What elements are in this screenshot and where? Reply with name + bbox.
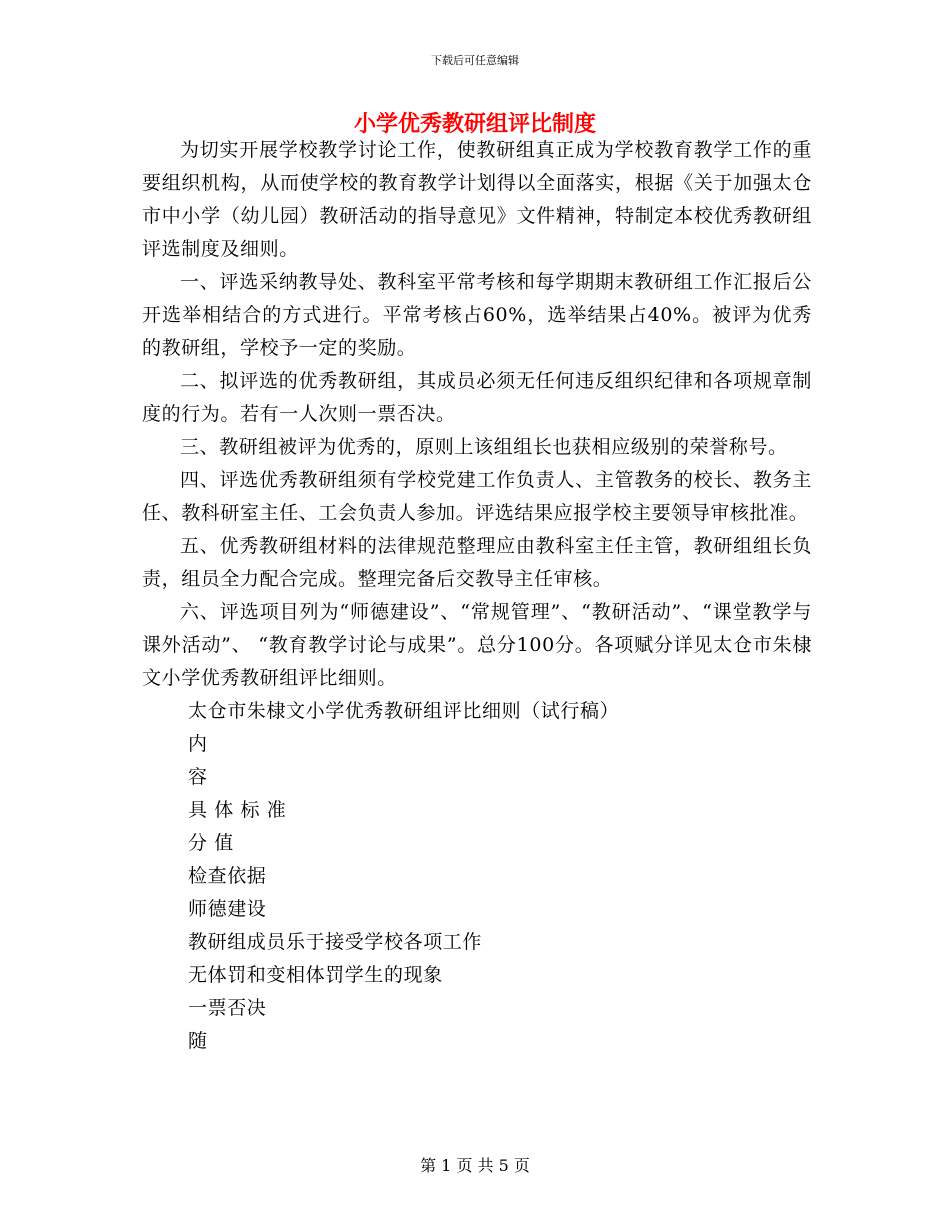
table-basis-partial: 随 [188,1030,208,1052]
table-score-veto: 一票否决 [188,997,267,1019]
header-note: 下载后可任意编辑 [431,54,519,67]
rule-4-paragraph: 四、评选优秀教研组须有学校党建工作负责人、主管教务的校长、教务主任、教科研室主任、工会负责人参加。评选结果应报学校主要领导审核批准。 [142,469,812,524]
detail-table-title: 太仓市朱棣文小学优秀教研组评比细则（试行稿） [188,700,620,722]
rule-1-paragraph: 一、评选采纳教导处、教科室平常考核和每学期期末教研组工作汇报后公开选举相结合的方式进行。平常考核占60%，选举结果占40%。被评为优秀的教研组，学校予一定的奖励。 [142,271,812,359]
document-body [142,134,812,1058]
table-standard-1: 教研组成员乐于接受学校各项工作 [188,931,483,953]
table-cell-content-1: 内 [188,733,208,755]
intro-paragraph: 为切实开展学校教学讨论工作，使教研组真正成为学校教育教学工作的重要组织机构，从而使学校的教育教学计划得以全面落实，根据《关于加强太仓市中小学（幼儿园）教研活动的指导意见》文件精神，特制定本校优秀教研组评选制度及细则。 [142,139,812,260]
rule-2-paragraph: 二、拟评选的优秀教研组，其成员必须无任何违反组织纪律和各项规章制度的行为。若有一人次则一票否决。 [142,370,812,425]
page-footer: 第 1 页 共 5 页 [420,1156,530,1175]
table-header-basis: 检查依据 [188,865,267,887]
table-cell-content-2: 容 [188,766,208,788]
table-header-standard: 具 体 标 准 [188,799,287,821]
rule-6-paragraph: 六、评选项目列为“师德建设”、“常规管理”、“教研活动”、“课堂教学与课外活动”、 “教育教学讨论与成果”。总分100分。各项赋分详见太仓市朱棣文小学优秀教研组评比细则。 [142,601,812,689]
table-header-score: 分 值 [188,832,234,854]
table-category-ethics: 师德建设 [188,898,267,920]
rule-5-paragraph: 五、优秀教研组材料的法律规范整理应由教科室主任主管，教研组组长负责，组员全力配合完成。整理完备后交教导主任审核。 [142,535,812,590]
table-standard-2: 无体罚和变相体罚学生的现象 [188,964,443,986]
document-title: 小学优秀教研组评比制度 [353,112,596,137]
rule-3-paragraph: 三、教研组被评为优秀的，原则上该组组长也获相应级别的荣誉称号。 [180,436,788,458]
